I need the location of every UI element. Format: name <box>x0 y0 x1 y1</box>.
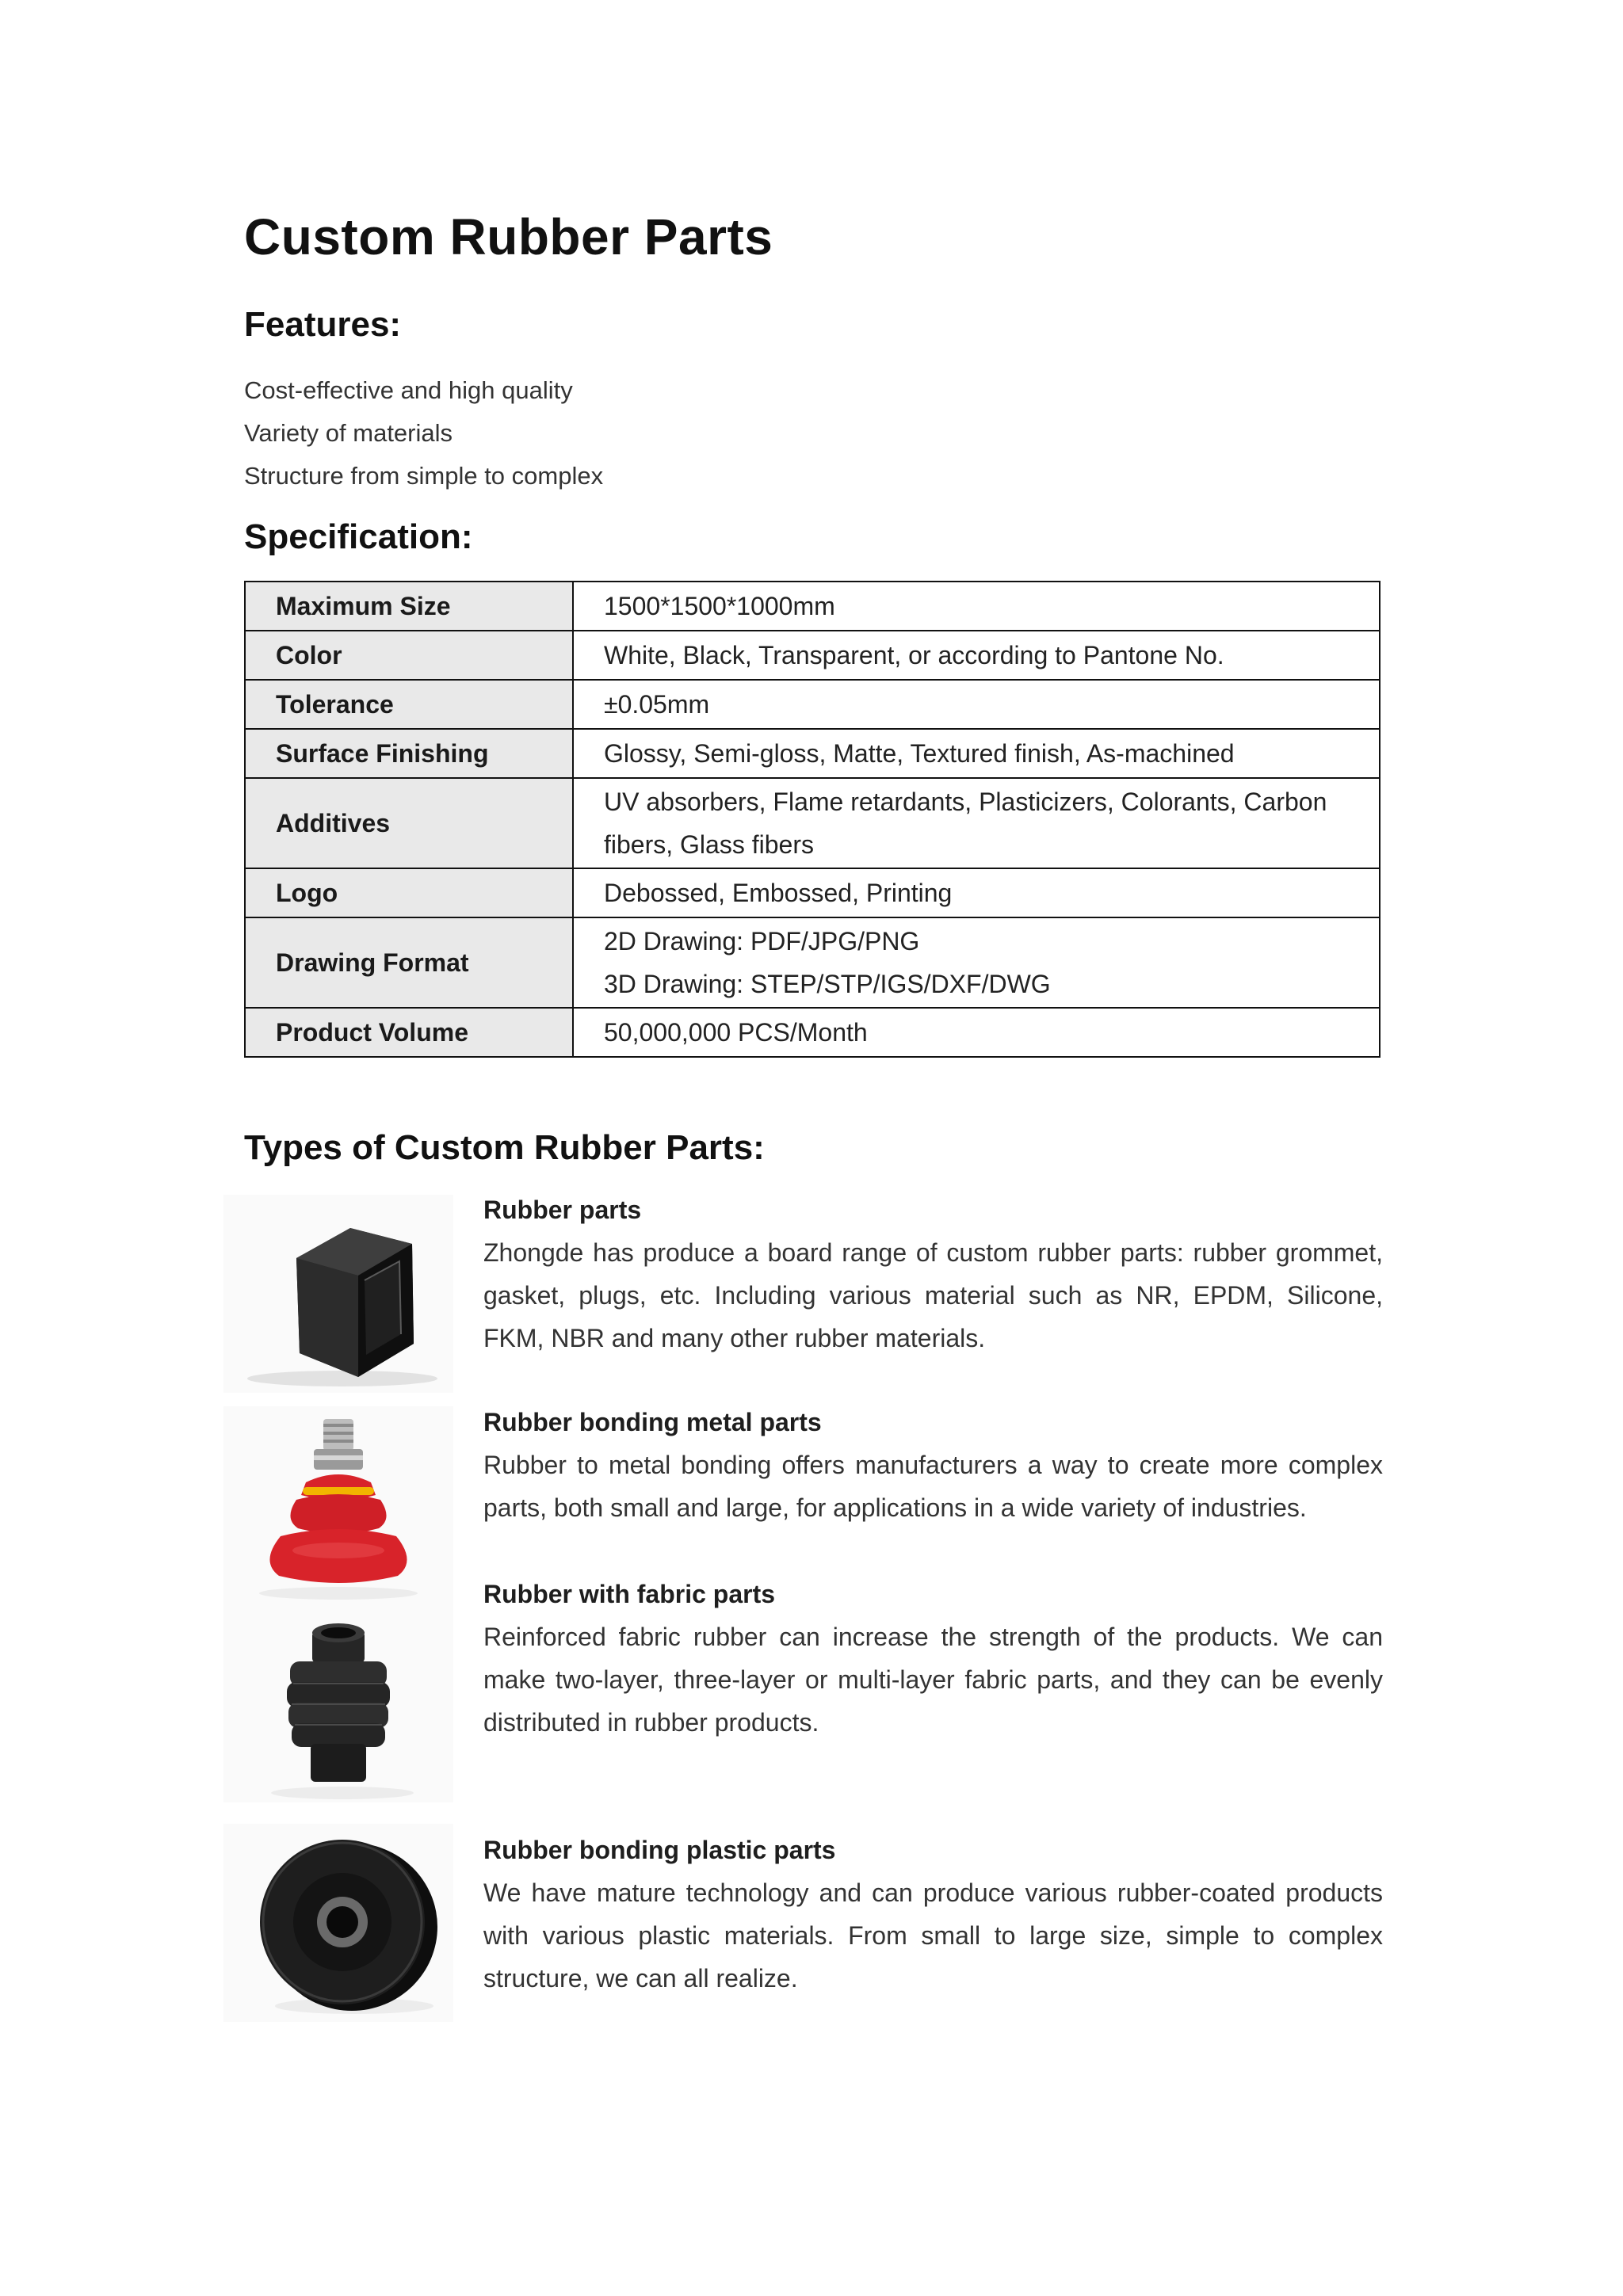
type-description: Zhongde has produce a board range of custom rubber parts: rubber grommet, gasket, plugs, etc. Including various material such as NR, EPDM, Silicone, FKM, NBR and many other rubber materials. <box>483 1238 1383 1352</box>
specification-table <box>244 581 1381 1058</box>
table-row <box>245 778 1380 868</box>
features-list <box>244 369 603 498</box>
spec-value: ±0.05mm <box>573 680 1380 729</box>
spec-label: Drawing Format <box>245 917 573 1008</box>
table-row <box>245 631 1380 680</box>
spec-label: Tolerance <box>245 680 573 729</box>
spec-label: Additives <box>245 778 573 868</box>
type-title: Rubber with fabric parts <box>483 1580 776 1608</box>
rubber-block-icon <box>223 1195 453 1393</box>
fabric-bellows-image <box>223 1604 453 1802</box>
feature-item: Structure from simple to complex <box>244 462 604 490</box>
table-row <box>245 868 1380 917</box>
spec-label: Surface Finishing <box>245 729 573 778</box>
spec-value: UV absorbers, Flame retardants, Plasticizers, Colorants, Carbon fibers, Glass fibers <box>573 778 1380 868</box>
spec-value-line: 2D Drawing: PDF/JPG/PNG <box>604 927 920 955</box>
table-row <box>245 729 1380 778</box>
rubber-wheel-image <box>223 1824 453 2022</box>
spec-value: 50,000,000 PCS/Month <box>573 1008 1380 1057</box>
suction-cup-icon <box>223 1406 453 1604</box>
suction-cup-image <box>223 1406 453 1604</box>
spec-value <box>573 917 1380 1008</box>
type-item <box>483 1401 1383 1529</box>
spec-value-line: 3D Drawing: STEP/STP/IGS/DXF/DWG <box>604 970 1051 998</box>
spec-label: Product Volume <box>245 1008 573 1057</box>
page-title: Custom Rubber Parts <box>244 208 773 265</box>
spec-label: Maximum Size <box>245 582 573 631</box>
type-title: Rubber bonding metal parts <box>483 1408 822 1436</box>
table-row <box>245 680 1380 729</box>
table-row <box>245 1008 1380 1057</box>
spec-value: Glossy, Semi-gloss, Matte, Textured finish, As-machined <box>573 729 1380 778</box>
type-title: Rubber bonding plastic parts <box>483 1836 836 1864</box>
type-item <box>483 1188 1383 1360</box>
fabric-bellows-icon <box>223 1604 453 1802</box>
spec-value: White, Black, Transparent, or according to Pantone No. <box>573 631 1380 680</box>
rubber-wheel-icon <box>223 1824 453 2022</box>
type-item <box>483 1829 1383 2000</box>
spec-label: Color <box>245 631 573 680</box>
rubber-block-image <box>223 1195 453 1393</box>
table-row <box>245 917 1380 1008</box>
table-row <box>245 582 1380 631</box>
type-description: We have mature technology and can produce various rubber-coated products with various plastic materials. From small to large size, simple to complex structure, we can all realize. <box>483 1878 1383 1993</box>
spec-value: Debossed, Embossed, Printing <box>573 868 1380 917</box>
spec-label: Logo <box>245 868 573 917</box>
specification-heading: Specification: <box>244 517 473 556</box>
type-title: Rubber parts <box>483 1196 642 1224</box>
type-description: Rubber to metal bonding offers manufacturers a way to create more complex parts, both small and large, for applications in a wide variety of industries. <box>483 1451 1383 1522</box>
types-heading: Types of Custom Rubber Parts: <box>244 1128 765 1167</box>
feature-item: Cost-effective and high quality <box>244 376 573 404</box>
type-description: Reinforced fabric rubber can increase the strength of the products. We can make two-layer, three-layer or multi-layer fabric parts, and they can be evenly distributed in rubber products. <box>483 1623 1383 1737</box>
type-item <box>483 1573 1383 1744</box>
feature-item: Variety of materials <box>244 419 453 447</box>
features-heading: Features: <box>244 305 402 344</box>
spec-value: 1500*1500*1000mm <box>573 582 1380 631</box>
